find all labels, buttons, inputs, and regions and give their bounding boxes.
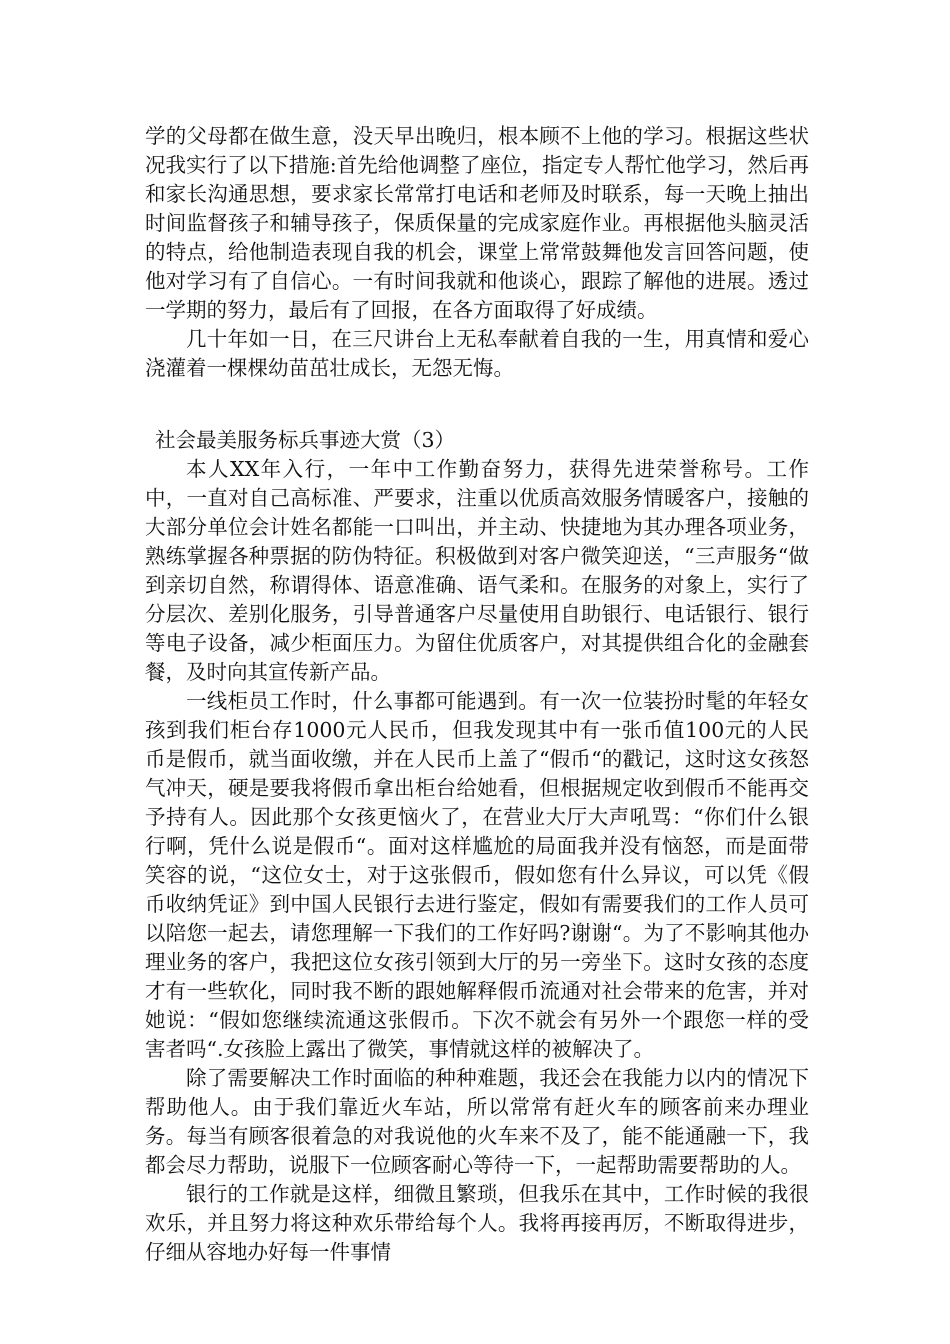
paragraph-intro: 本人XX年入行，一年中工作勤奋努力，获得先进荣誉称号。工作中，一直对自己高标准、严要求，注重以优质高效服务情暖客户，接触的大部分单位会计姓名都能一口叫出，并主动、快捷地为其办理各项业务，熟练掌握各种票据的防伪特征。积极做到对客户微笑迎送，“三声服务“做到亲切自然，称谓得体、语意准确、语气柔和。在服务的对象上，实行了分层次、差别化服务，引导普通客户尽量使用自助银行、电话银行、银行等电子设备，减少柜面压力。为留住优质客户，对其提供组合化的金融套餐，及时向其宣传新产品。: [145, 457, 809, 684]
paragraph-conclusion: 银行的工作就是这样，细微且繁琐，但我乐在其中，工作时候的我很欢乐，并且努力将这种欢乐带给每个人。我将再接再厉，不断取得进步，仔细从容地办好每一件事情: [145, 1182, 809, 1264]
section-gap: [145, 383, 809, 426]
paragraph-helping-others: 除了需要解决工作时面临的种种难题，我还会在我能力以内的情况下帮助他人。由于我们靠近火车站，所以常常有赶火车的顾客前来办理业务。每当有顾客很着急的对我说他的火车来不及了，能不能通融一下，我都会尽力帮助，说服下一位顾客耐心等待一下，一起帮助需要帮助的人。: [145, 1066, 809, 1177]
paragraph-continuation: 学的父母都在做生意，没天早出晚归，根本顾不上他的学习。根据这些状况我实行了以下措施:首先给他调整了座位，指定专人帮忙他学习，然后再和家长沟通思想，要求家长常常打电话和老师及时联系，每一天晚上抽出时间监督孩子和辅导孩子，保质保量的完成家庭作业。再根据他头脑灵活的特点，给他制造表现自我的机会，课堂上常常鼓舞他发言回答问题，使他对学习有了自信心。一有时间我就和他谈心，跟踪了解他的进展。透过一学期的努力，最后有了回报，在各方面取得了好成绩。: [145, 124, 809, 322]
paragraph-counterfeit-story: 一线柜员工作时，什么事都可能遇到。有一次一位装扮时髦的年轻女孩到我们柜台存1000元人民币，但我发现其中有一张币值100元的人民币是假币，就当面收缴，并在人民币上盖了“假币“的戳记，这时这女孩怒气冲天，硬是要我将假币拿出柜台给她看，但根据规定收到假币不能再交予持有人。因此那个女孩更恼火了，在营业大厅大声吼骂：“你们什么银行啊，凭什么说是假币“。面对这样尴尬的局面我并没有恼怒，而是面带笑容的说，“这位女士，对于这张假币，假如您有什么异议，可以凭《假币收纳凭证》到中国人民银行去进行鉴定，假如有需要我们的工作人员可以陪您一起去，请您理解一下我们的工作好吗?谢谢“。为了不影响其他办理业务的客户，我把这位女孩引领到大厅的另一旁坐下。这时女孩的态度才有一些软化，同时我不断的跟她解释假币流通对社会带来的危害，并对她说：“假如您继续流通这张假币。下次不就会有另外一个跟您一样的受害者吗“.女孩脸上露出了微笑，事情就这样的被解决了。: [145, 689, 809, 1061]
paragraph-closing: 几十年如一日，在三尺讲台上无私奉献着自我的一生，用真情和爱心浇灌着一棵棵幼苗茁壮成长，无怨无悔。: [145, 327, 809, 380]
section-heading: 社会最美服务标兵事迹大赏（3）: [155, 428, 456, 452]
document-body: [145, 122, 809, 1267]
